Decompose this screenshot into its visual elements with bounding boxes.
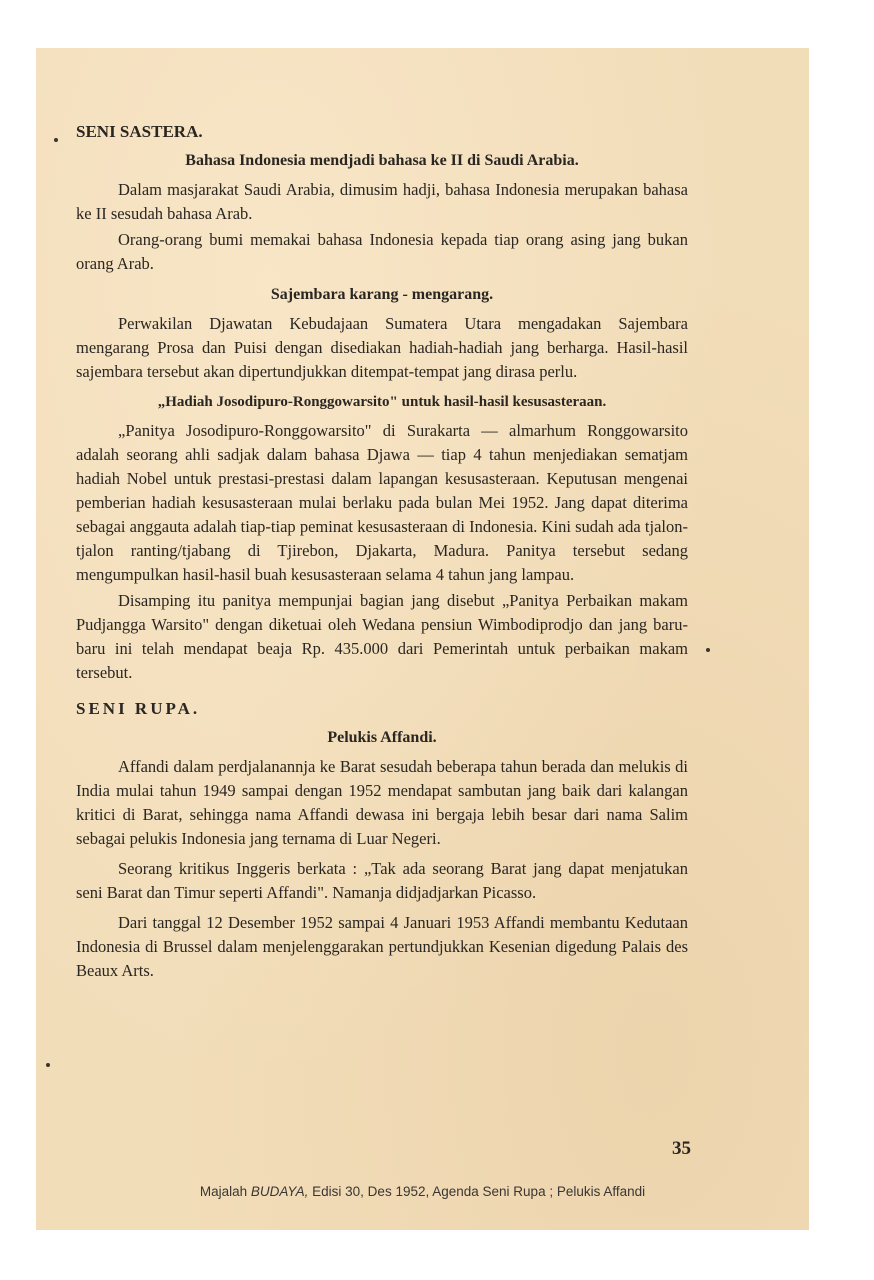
article-bahasa-indonesia [76, 152, 688, 276]
caption-suffix: Edisi 30, Des 1952, Agenda Seni Rupa ; Pelukis Affandi [308, 1184, 646, 1199]
ink-speck [46, 1063, 50, 1067]
article-heading: Bahasa Indonesia mendjadi bahasa ke II di Saudi Arabia. [185, 152, 579, 169]
article-paragraph: Seorang kritikus Inggeris berkata : „Tak ada seorang Barat jang dapat menjatukan seni Barat dan Timur seperti Affandi". Namanja didjadjarkan Picasso. [76, 859, 688, 902]
caption-magazine: BUDAYA, [250, 1184, 309, 1199]
caption-prefix: Majalah [199, 1184, 251, 1199]
source-caption [36, 1184, 809, 1199]
article-paragraph: Dari tanggal 12 Desember 1952 sampai 4 Januari 1953 Affandi membantu Kedutaan Indonesia di Brussel dalam menjelenggarakan pertundjukkan Kesenian digedung Palais des Beaux Arts. [76, 913, 688, 980]
article-paragraph: Disamping itu panitya mempunjai bagian jang disebut „Panitya Perbaikan makam Pudjangga Warsito" dengan diketuai oleh Wedana pensiun Wimbodiprodjo dan jang baru-baru ini telah mendapat beaja Rp. 435.000 dari Pemerintah untuk perbaikan makam tersebut. [76, 591, 688, 682]
page-number: 35 [672, 1138, 691, 1159]
section-title: SENI SASTERA. [76, 122, 203, 141]
scanned-page [36, 48, 809, 1230]
article-hadiah [76, 394, 688, 685]
article-paragraph: Orang-orang bumi memakai bahasa Indonesia kepada tiap orang asing jang bukan orang Arab. [76, 230, 688, 273]
article-paragraph: Perwakilan Djawatan Kebudajaan Sumatera Utara mengadakan Sajembara mengarang Prosa dan Puisi dengan disediakan hadiah-hadiah jang berharga. Hasil-hasil sajembara tersebut akan dipertundjukkan ditempat-tempat jang dirasa perlu. [76, 314, 688, 381]
article-pelukis-affandi [76, 729, 688, 983]
ink-speck [54, 138, 58, 142]
ink-speck [706, 648, 710, 652]
article-sajembara [76, 286, 688, 384]
article-heading: „Hadiah Josodipuro-Ronggowarsito" untuk hasil-hasil kesusasteraan. [157, 394, 607, 410]
article-paragraph: Dalam masjarakat Saudi Arabia, dimusim hadji, bahasa Indonesia merupakan bahasa ke II sesudah bahasa Arab. [76, 180, 688, 223]
section-seni-rupa [76, 699, 688, 983]
page-content [76, 122, 688, 991]
article-paragraph: Affandi dalam perdjalanannja ke Barat sesudah beberapa tahun berada dan melukis di India mulai tahun 1949 sampai dengan 1952 mendapat sambutan jang baik dari kalangan kritici di Barat, sehingga nama Affandi dewasa ini bergaja lebih besar dari nama Salim sebagai pelukis Indonesia jang ternama di Luar Negeri. [76, 757, 688, 848]
article-heading: Sajembara karang - mengarang. [270, 286, 494, 303]
article-heading: Pelukis Affandi. [327, 729, 437, 746]
section-title: SENI RUPA. [76, 699, 201, 718]
article-paragraph: „Panitya Josodipuro-Ronggowarsito" di Surakarta — almarhum Ronggowarsito adalah seorang ahli sadjak dalam bahasa Djawa — tiap 4 tahun menjediakan sematjam hadiah Nobel untuk prestasi-prestasi dalam lapangan kesusasteraan. Keputusan mengenai pemberian hadiah kesusasteraan mulai berlaku pada bulan Mei 1952. Jang dapat diterima sebagai anggauta adalah tiap-tiap peminat kesusasteraan di Indonesia. Kini sudah ada tjalon-tjalon ranting/tjabang di Tjirebon, Djakarta, Madura. Panitya tersebut sedang mengumpulkan hasil-hasil buah kesusasteraan selama 4 tahun jang lampau. [76, 421, 688, 584]
section-seni-sastera [76, 122, 688, 685]
